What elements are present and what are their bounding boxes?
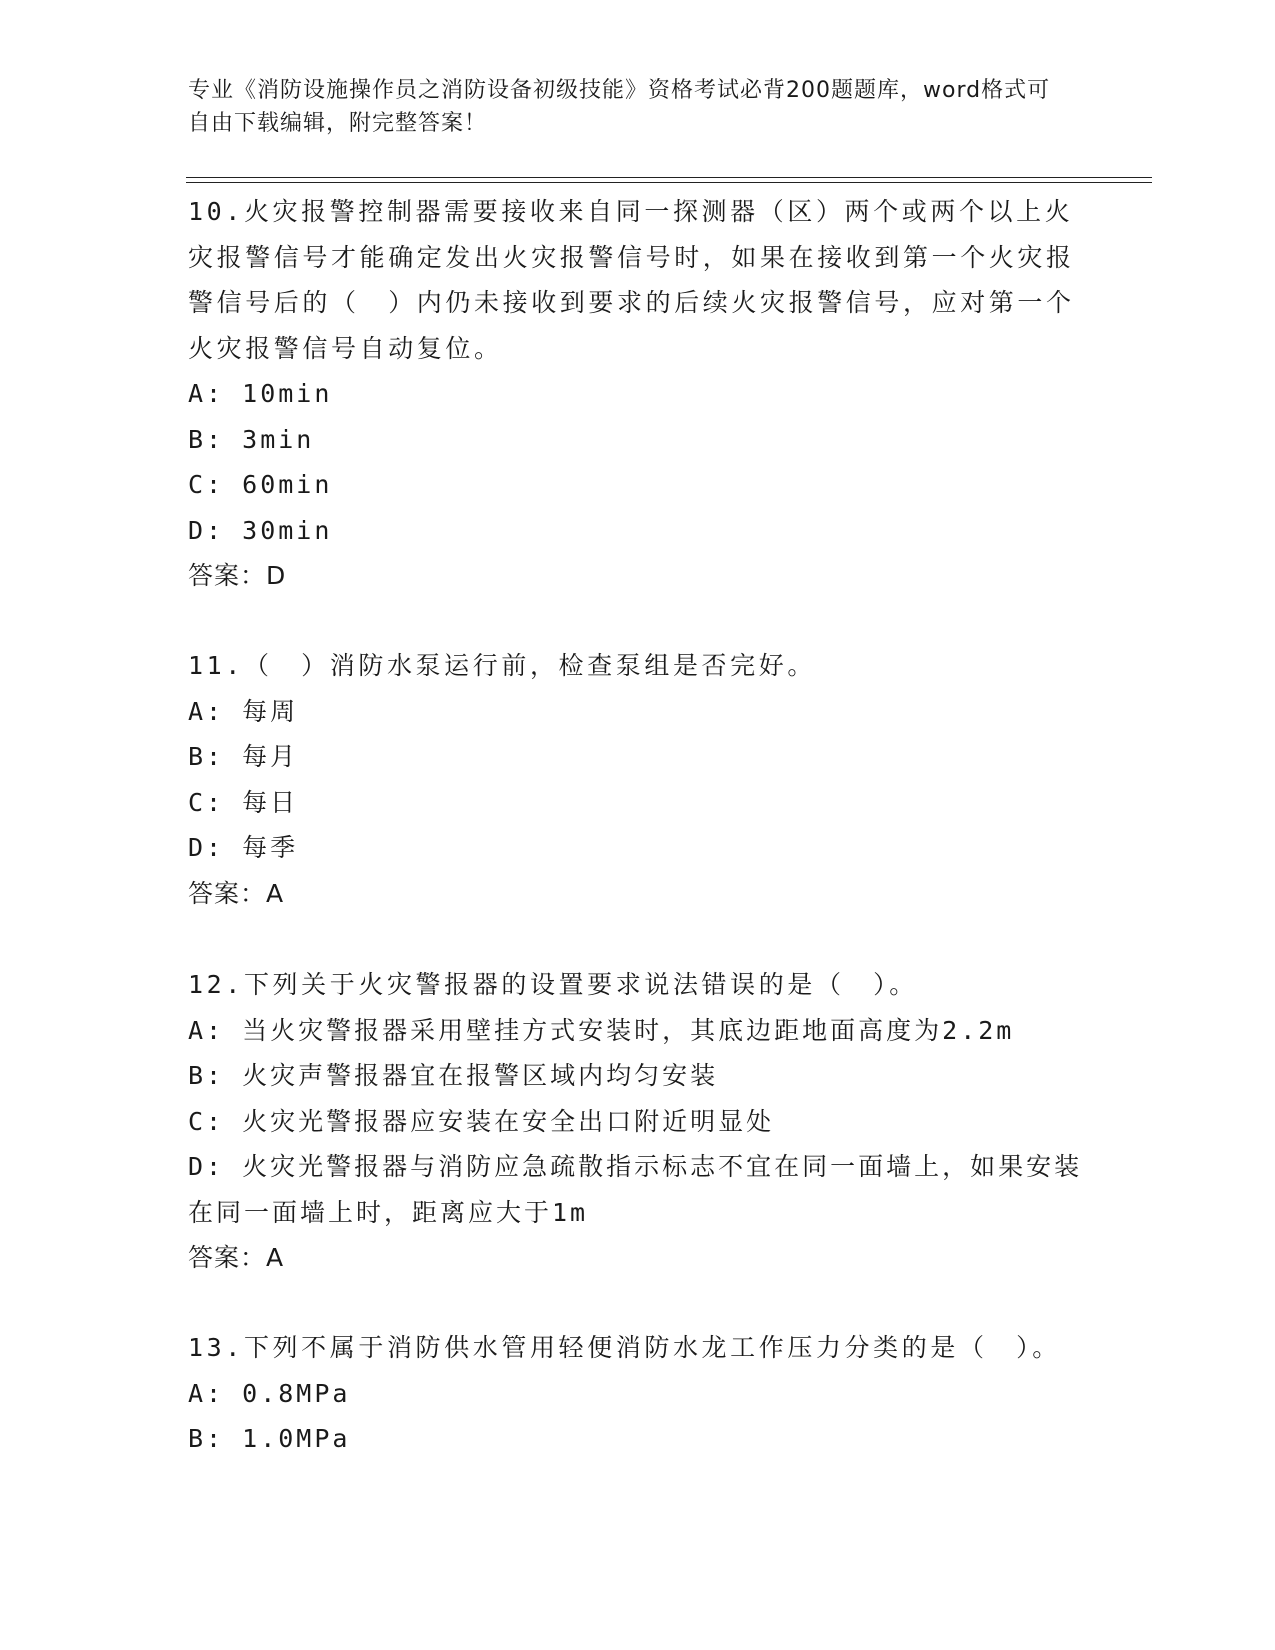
question-stem: 10.火灾报警控制器需要接收来自同一探测器（区）两个或两个以上火灾报警信号才能确定发出火灾报警信号时，如果在接收到第一个火灾报警信号后的（ ）内仍未接收到要求的后续火灾报警信号，应对第一个火灾报警信号自动复位。 [188, 197, 1075, 363]
question-stem: 12.下列关于火灾警报器的设置要求说法错误的是（ ）。 [188, 970, 918, 999]
header-divider-top [186, 177, 1152, 178]
question-11 [188, 643, 1088, 916]
question-12 [188, 962, 1088, 1281]
question-stem: 11.（ ）消防水泵运行前，检查泵组是否完好。 [188, 651, 816, 680]
question-13 [188, 1325, 1088, 1462]
option-c: C: 每日 [188, 787, 299, 817]
option-d: D: 30min [188, 515, 333, 545]
question-10 [188, 189, 1088, 599]
header-divider-bottom [186, 182, 1152, 183]
option-a: A: 10min [188, 379, 333, 408]
option-c: C: 火灾光警报器应安装在安全出口附近明显处 [188, 1106, 775, 1136]
option-b: B: 3min [188, 424, 315, 454]
option-b: B: 1.0MPa [188, 1424, 351, 1453]
option-d: D: 火灾光警报器与消防应急疏散指示标志不宜在同一面墙上，如果安装在同一面墙上时，距离应大于1m [188, 1152, 1083, 1227]
option-a: A: 当火灾警报器采用壁挂方式安装时，其底边距地面高度为2.2m [188, 1015, 1015, 1045]
answer-line: 答案：A [188, 878, 285, 908]
option-b: B: 火灾声警报器宜在报警区域内均匀安装 [188, 1061, 719, 1090]
option-c: C: 60min [188, 470, 333, 499]
document-header: 专业《消防设施操作员之消防设备初级技能》资格考试必背200题题库，word格式可自由下载编辑，附完整答案！ [188, 78, 1051, 136]
answer-line: 答案：D [188, 561, 287, 590]
option-b: B: 每月 [188, 742, 299, 771]
option-d: D: 每季 [188, 833, 299, 862]
question-stem: 13.下列不属于消防供水管用轻便消防水龙工作压力分类的是（ ）。 [188, 1333, 1061, 1362]
option-a: A: 每周 [188, 696, 299, 726]
answer-line: 答案：A [188, 1243, 285, 1272]
option-a: A: 0.8MPa [188, 1378, 351, 1408]
